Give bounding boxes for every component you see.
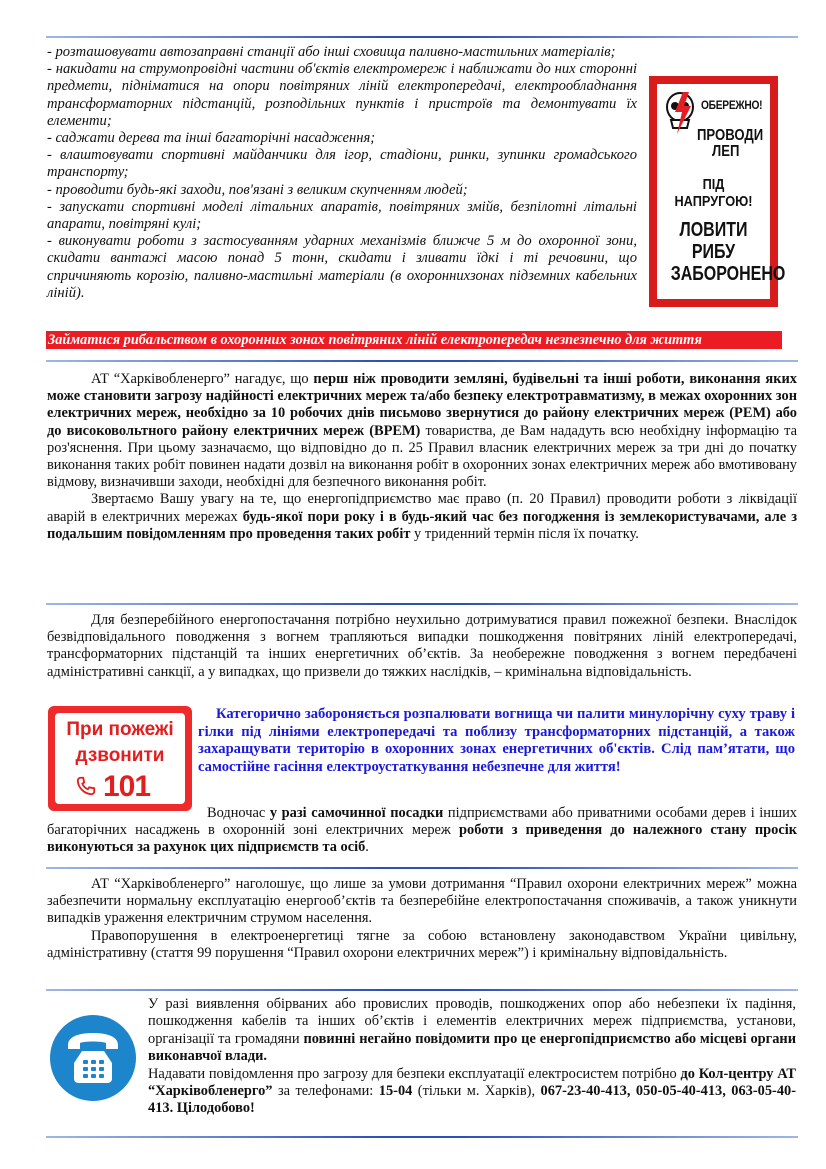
fire-warning-text: Категорично забороняється розпалювати вогнища чи палити минулорічну суху траву і гілки під лініями електропередачі та поблизу трансформаторних підстанцій, а також захаращувати територію в охоронних зонах енергетичних об'єктів. Слід пам’ятати, що самостійне гасіння електроустаткування небезпечне для життя! <box>198 706 795 775</box>
section-rule <box>46 989 798 991</box>
prohibitions-list <box>47 44 637 302</box>
emergency-paragraph: Звертаємо Вашу увагу на те, що енергопідприємство має право (п. 20 Правил) проводити роботи з ліквідації аварій в електричних мережах будь-якої пори року і в будь-який час без погодження із землекористувачами, але з подальшим повідомленням про проведення таких робіт у триденний термін після їх початку. <box>47 491 797 542</box>
list-item: - саджати дерева та інші багаторічні насадження; <box>47 130 376 147</box>
liability-paragraph: Правопорушення в електроенергетиці тягне за собою встановлену законодавством України цивільну, адміністративну (стаття 99 порушення “Правил охорони електричних мереж”) і кримінальну відповідальність. <box>47 927 797 961</box>
sign-line1: ПРОВОДИ ЛЕП <box>697 127 764 160</box>
bottom-rule <box>46 1136 798 1138</box>
skull-lightning-icon <box>663 90 699 136</box>
fire-number: 101 <box>103 770 151 803</box>
fire-paragraph: Для безперебійного енергопостачання потрібно неухильно дотримуватися правил пожежної безпеки. Внаслідок безвідповідального поводження з вогнем трапляються випадки пошкодження повітряних ліній електропередачі, трансформаторних підстанцій та інших енергетичних об’єктів. За необережне поводження з вогнем передбачені адміністративні санкції, а у випадках, що призвели до тяжких наслідків, – кримінальна відповідальність. <box>47 612 797 680</box>
list-item: - запускати спортивні моделі літальних апаратів, повітряних змійв, безпілотні літальні апарати, повітряні кулі; <box>47 198 637 233</box>
rules-section <box>47 876 797 962</box>
fire-ban-warning <box>198 706 795 776</box>
section-rule <box>46 603 798 605</box>
sign-line2: ПІД НАПРУГОЮ! <box>674 176 753 210</box>
rules-paragraph: АТ “Харківобленерго” наголошує, що лише за умови дотримання “Правил охорони електричних мереж” можна забезпечити нормальну експлуатацію енергооб’єктів та безперебійне електропостачання споживачів, а також уникнути випадків ураження електричним струмом населення. <box>47 876 797 927</box>
damage-report-paragraph: У разі виявлення обірваних або провислих проводів, пошкоджених опор або небезпеки їх падіння, пошкодження кабелів та інших об’єктів і елементів електричних мереж підприємства, установи, організації та громадяни повинні негайно повідомити про це енергопідприємство або місцеві органи виконавчої влади. <box>148 996 796 1065</box>
danger-sign <box>649 76 786 307</box>
list-item: - розташовувати автозаправні станції або інші сховища паливно-мастильних матеріалів; <box>47 44 616 60</box>
list-item: - накидати на струмопровідні частини об'єктів електромереж і наближати до них сторонні предмети, підніматися на опори повітряних ліній електропередачі, електрообладнання трансформаторних підстанцій, розподільних пунктів і пристроїв та демонтувати їх елементи; <box>47 61 637 129</box>
contact-section <box>148 996 796 1118</box>
section-rule <box>46 867 798 869</box>
list-item: - виконувати роботи з застосуванням ударних механізмів ближче 5 м до охоронної зони, скидати вантажі масою понад 5 тонн, скидати і зливати їдкі і ті речовини, що спричиняють корозію, паливно-мастильні матеріали (в охороннихзонах підземних кабельних ліній). <box>47 233 637 301</box>
list-item: - проводити будь-які заходи, пов'язані з великим скупченням людей; <box>47 181 468 198</box>
fire-sign-line2: дзвонити <box>75 745 165 766</box>
fishing-warning-banner: Займатися рибальством в охоронних зонах повітряних ліній електропередач незпезпечно для життя <box>46 331 782 349</box>
telephone-icon <box>64 1031 122 1085</box>
list-item: - влаштовувати спортивні майданчики для ігор, стадіони, ринки, зупинки громадського транспорту; <box>47 147 637 181</box>
phone-icon <box>75 775 97 797</box>
top-rule <box>46 36 798 38</box>
fire-sign-line1: При пожежі <box>66 719 174 740</box>
call-center-paragraph: Надавати повідомлення про загрозу для безпеки експлуатації електросистем потрібно до Кол-центру АТ “Харківобленерго” за телефонами: 15-04 (тільки м. Харків), 067-23-40-413, 050-05-40-413, 063-05-40-413. Цілодобово! <box>148 1065 797 1117</box>
section-works-notice <box>47 371 797 543</box>
sign-fishing: ЛОВИТИ РИБУ ЗАБОРОНЕНО <box>670 219 786 285</box>
fire-safety-intro <box>47 612 797 681</box>
section-rule <box>46 360 798 362</box>
planting-paragraph: Водночас у разі самочинної посадки підприємствами або приватними особами дерев і інших багаторічних насаджень в охоронній зоні електричних мереж роботи з приведення до належного стану просік виконуються за рахунок цих підприємств та осіб. <box>47 805 797 856</box>
sign-warning: ОБЕРЕЖНО! <box>701 98 763 112</box>
works-paragraph: АТ “Харківобленерго” нагадує, що перш ніж проводити земляні, будівельні та інші роботи, виконання яких може становити загрозу надійності електричних мереж та/або безпеку електротравматизму, в межах охоронних зон електричних мереж, необхідно за 10 робочих днів письмово звернутися до району електричних мереж (РЕМ) або до високовольтного району електричних мереж (ВРЕМ) товариства, де Вам нададуть всю необхідну інформацію та роз'яснення. При цьому зазначаємо, що відповідно до п. 25 Правил власник електричних мереж за три дні до початку виконання таких робіт повинен надати дозвіл на виконання робіт в охоронних зонах електричних мереж або вмотивовану відмову, визначивши заходи, необхідні для безпечного виконання робіт. <box>47 371 797 491</box>
fire-call-sign <box>48 706 192 811</box>
contact-phone-icon <box>50 1015 136 1101</box>
